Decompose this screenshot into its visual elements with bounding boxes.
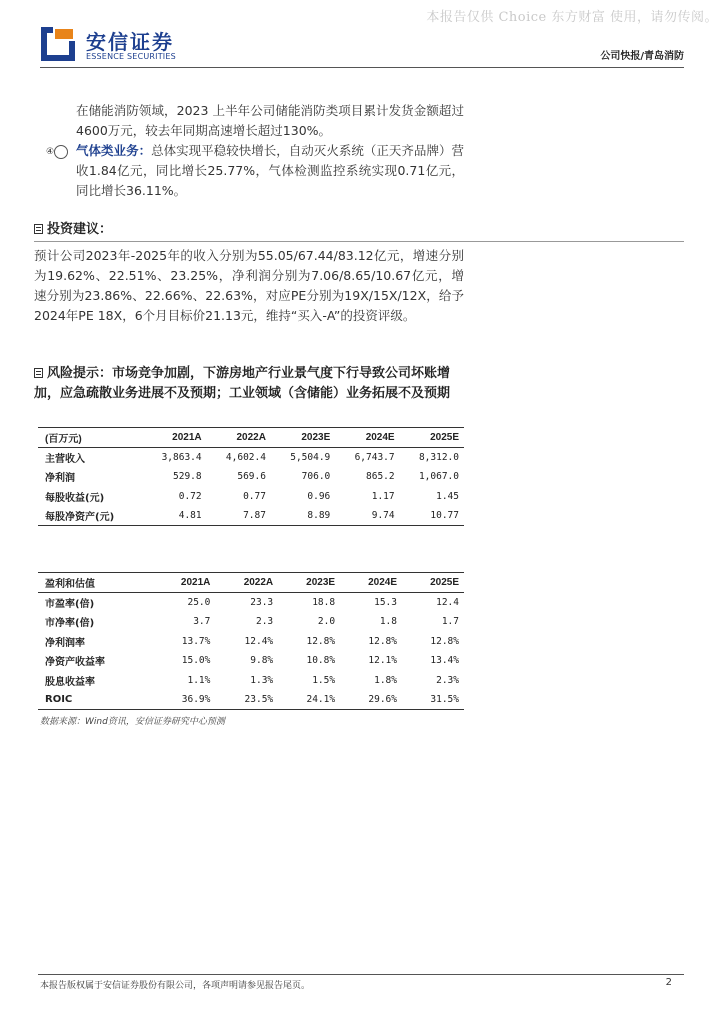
table-cell: 12.4%: [244, 635, 274, 647]
table-cell: 36.9%: [181, 694, 211, 706]
table-cell: 8.89: [307, 509, 331, 521]
table-cell: 0.96: [307, 490, 331, 502]
gas-business-label: 气体类业务：: [76, 143, 152, 158]
table-header-cell: 2023E: [301, 431, 331, 443]
table-row: [38, 651, 464, 671]
header-divider: [40, 67, 684, 68]
footer-disclaimer: 本报告版权属于安信证券股份有限公司，各项声明请参见报告尾页。: [40, 981, 311, 991]
table-cell: 12.4: [436, 596, 459, 608]
logo-mark-icon: [40, 26, 76, 62]
watermark: 本报告仅供 Choice 东方财富 使用，请勿传阅。: [426, 10, 718, 25]
table-cell: 10.77: [430, 509, 459, 521]
company-name-cn: 安信证券: [86, 30, 174, 54]
data-source-note: 数据来源：Wind资讯，安信证券研究中心预测: [40, 717, 225, 727]
table-header-row: [38, 573, 464, 593]
table-cell: 0.77: [243, 490, 266, 502]
table-cell: 23.3: [250, 596, 274, 608]
report-type: 公司快报/青岛消防: [600, 51, 684, 62]
valuation-table: [38, 572, 464, 710]
table-cell: 12.8%: [430, 635, 459, 647]
investment-text: 预计公司2023年-2025年的收入分别为55.05/67.44/83.12亿元，增速分别为19.62%、22.51%、23.25%，净利润分别为7.06/8.65/10.67亿元，增速分别为23.86%、22.66%、22.63%，对应PE分别为19X/15X/12X，给予2024年PE 18X，6个月目标价21.13元，维持“买入-A”的投资评级。: [34, 248, 464, 323]
table-row: [38, 467, 464, 487]
table-row: [38, 690, 464, 710]
table-cell: 1.45: [436, 490, 459, 502]
table-cell: 1.7: [441, 615, 459, 627]
table-cell: 13.4%: [430, 655, 459, 667]
row-label: 净利润率: [45, 637, 85, 649]
table-cell: 2.3: [255, 615, 274, 627]
table-cell: 10.8%: [306, 655, 336, 667]
table-cell: 569.6: [237, 470, 266, 482]
table-header-cell: 2022A: [243, 576, 274, 588]
table-cell: 7.87: [243, 509, 266, 521]
table-cell: 12.1%: [368, 655, 397, 667]
row-label: 净利润: [45, 472, 75, 484]
table-cell: 4,602.4: [225, 451, 266, 463]
table-row: [38, 447, 464, 467]
table-cell: 4.81: [178, 509, 202, 521]
table-cell: 529.8: [173, 470, 202, 482]
table-row: [38, 486, 464, 506]
table-row: [38, 612, 464, 632]
table-header-cell: 2025E: [430, 431, 459, 443]
page-number: 2: [665, 977, 672, 988]
table-header-cell: 盈利和估值: [45, 578, 95, 590]
table-cell: 29.6%: [368, 694, 397, 706]
table-cell: 31.5%: [430, 694, 459, 706]
section-icon: [34, 224, 43, 234]
table-cell: 8,312.0: [418, 451, 459, 463]
table-cell: 6,743.7: [354, 451, 395, 463]
row-label: 市净率(倍): [45, 617, 95, 629]
table-cell: 3.7: [193, 615, 211, 627]
table-cell: 1.8: [379, 615, 397, 627]
investment-divider: [34, 241, 684, 242]
table-header-cell: (百万元): [45, 433, 82, 445]
row-label: 股息收益率: [45, 676, 95, 688]
table-cell: 1.3%: [250, 674, 274, 686]
table-cell: 2.3%: [436, 674, 459, 686]
table-header-cell: 2024E: [368, 576, 397, 588]
table-row: [38, 592, 464, 612]
table-cell: 1.1%: [187, 674, 211, 686]
risk-warning: [34, 364, 466, 404]
investment-title-text: 投资建议：: [47, 222, 113, 237]
table-cell: 9.8%: [250, 655, 274, 667]
row-label: ROIC: [45, 694, 73, 706]
row-label: 每股收益(元): [45, 492, 105, 504]
table-row: [38, 670, 464, 690]
table-cell: 15.0%: [181, 655, 211, 667]
table-header-cell: 2025E: [430, 576, 459, 588]
table-header-cell: 2021A: [172, 431, 202, 443]
table-cell: 1.17: [371, 490, 395, 502]
footer-divider: [38, 974, 684, 975]
financial-summary-table: [38, 427, 464, 526]
table-cell: 13.7%: [181, 635, 211, 647]
table-cell: 2.0: [317, 615, 336, 627]
row-label: 净资产收益率: [45, 657, 105, 669]
row-label: 市盈率(倍): [45, 598, 95, 610]
table-cell: 1.8%: [374, 674, 397, 686]
gas-business-item: [45, 141, 464, 201]
table-cell: 25.0: [187, 596, 211, 608]
table-row: [38, 506, 464, 526]
table-cell: 865.2: [366, 470, 395, 482]
table-cell: 3,863.4: [161, 451, 202, 463]
table-cell: 1,067.0: [418, 470, 459, 482]
table-cell: 12.8%: [306, 635, 336, 647]
table-cell: 23.5%: [244, 694, 274, 706]
table-cell: 12.8%: [368, 635, 397, 647]
table-header-cell: 2024E: [365, 431, 395, 443]
row-label: 主营收入: [45, 453, 85, 465]
table-header-cell: 2023E: [306, 576, 336, 588]
table-row: [38, 631, 464, 651]
table-cell: 15.3: [374, 596, 397, 608]
table-header-row: [38, 428, 464, 448]
table-cell: 1.5%: [312, 674, 336, 686]
table-header-cell: 2021A: [180, 576, 211, 588]
intro-paragraph: 在储能消防领域，2023 上半年公司储能消防类项目累计发货金额超过4600万元，较去年同期高速增长超过130%。: [76, 103, 464, 138]
section-icon: [34, 368, 43, 378]
table-cell: 5,504.9: [290, 451, 331, 463]
investment-title: [34, 220, 112, 240]
company-logo: [40, 26, 220, 66]
item-number-4: ④: [54, 145, 68, 159]
table-cell: 0.72: [178, 490, 202, 502]
company-name-en: ESSENCE SECURITIES: [86, 52, 176, 61]
row-label: 每股净资产(元): [45, 511, 115, 523]
risk-warning-text: 风险提示：市场竞争加剧，下游房地产行业景气度下行导致公司坏账增加，应急疏散业务进展不及预期；工业领域（含储能）业务拓展不及预期: [34, 366, 451, 401]
table-header-cell: 2022A: [236, 431, 266, 443]
table-cell: 18.8: [312, 596, 336, 608]
gas-business-text: 总体实现平稳较快增长，自动灭火系统（正天齐品牌）营收1.84亿元，同比增长25.77%，气体检测监控系统实现0.71亿元，同比增长36.11%。: [76, 143, 464, 198]
table-cell: 706.0: [301, 470, 331, 482]
table-cell: 9.74: [371, 509, 395, 521]
table-cell: 24.1%: [306, 694, 336, 706]
